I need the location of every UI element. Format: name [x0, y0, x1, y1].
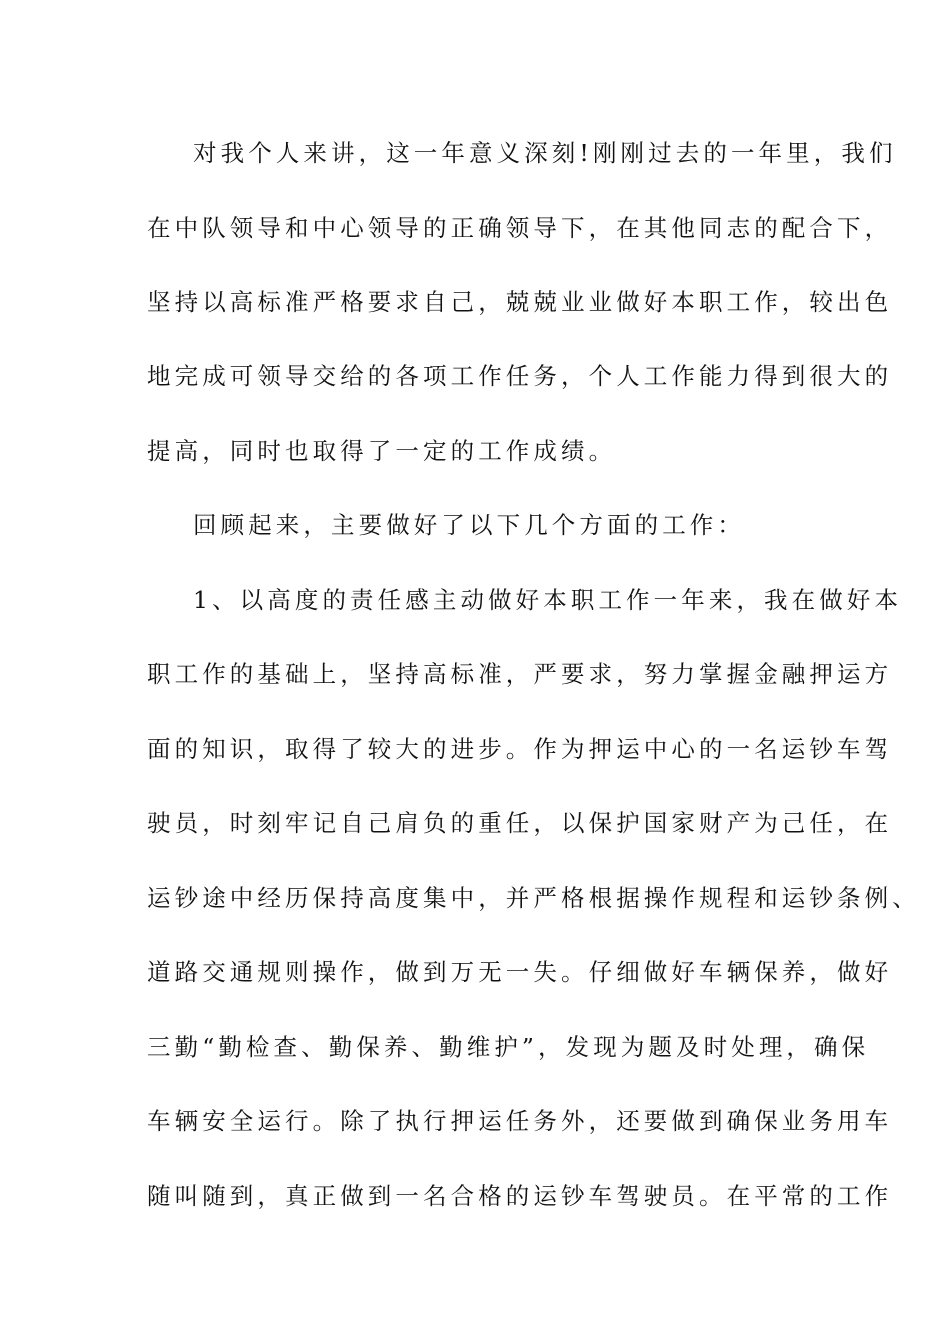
text-line: 道路交通规则操作，做到万无一失。仔细做好车辆保养，做好 [147, 958, 893, 986]
text-line: 运钞途中经历保持高度集中，并严格根据操作规程和运钞条例、 [147, 884, 920, 912]
text-line: 地完成可领导交给的各项工作任务，个人工作能力得到很大的 [147, 362, 893, 390]
text-line: 回顾起来，主要做好了以下几个方面的工作： [193, 511, 745, 539]
text-line: 坚持以高标准严格要求自己，兢兢业业做好本职工作，较出色 [147, 288, 893, 316]
text-line: 驶员，时刻牢记自己肩负的重任，以保护国家财产为己任，在 [147, 809, 893, 837]
text-line: 车辆安全运行。除了执行押运任务外，还要做到确保业务用车 [147, 1107, 893, 1135]
text-line: 面的知识，取得了较大的进步。作为押运中心的一名运钞车驾 [147, 735, 893, 763]
text-line: 三勤“勤检查、勤保养、勤维护”，发现为题及时处理，确保 [147, 1033, 870, 1061]
text-line: 随叫随到，真正做到一名合格的运钞车驾驶员。在平常的工作 [147, 1182, 893, 1210]
text-line: 对我个人来讲，这一年意义深刻!刚刚过去的一年里，我们 [193, 139, 897, 167]
text-line: 职工作的基础上，坚持高标准，严要求，努力掌握金融押运方 [147, 660, 893, 688]
text-line: 在中队领导和中心领导的正确领导下，在其他同志的配合下， [147, 214, 893, 242]
text-line: 1、以高度的责任感主动做好本职工作一年来，我在做好本 [193, 586, 903, 614]
text-line: 提高，同时也取得了一定的工作成绩。 [147, 437, 617, 465]
